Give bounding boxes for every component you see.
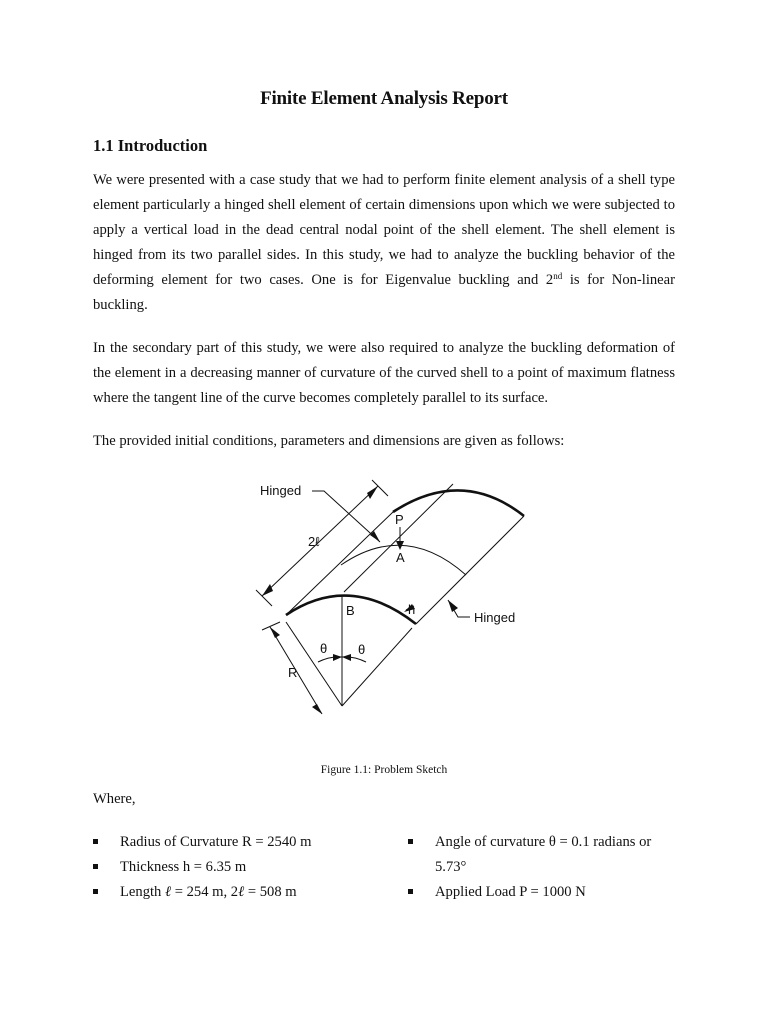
list-item [93, 830, 311, 855]
parameters-list-left [93, 830, 311, 905]
param-thickness: Thickness h = 6.35 m [120, 859, 247, 875]
dim-r-arrow-b [312, 704, 322, 714]
param-angle: Angle of curvature θ = 0.1 radians or 5.73° [435, 834, 652, 875]
back-arch [393, 490, 524, 516]
list-item [408, 830, 678, 880]
para1-superscript: nd [553, 271, 563, 281]
para1-text-b: is for Non-linear buckling. [93, 272, 675, 313]
list-item [408, 880, 678, 905]
list-item [93, 855, 311, 880]
ell-symbol: ℓ [165, 884, 172, 900]
bullet-marker [93, 839, 98, 844]
center-line [344, 484, 453, 592]
dim-2l-arrow-b [367, 486, 378, 499]
label-h: h [408, 602, 416, 617]
bullet-marker [93, 889, 98, 894]
label-theta-right: θ [358, 642, 366, 657]
label-theta-left: θ [320, 641, 328, 656]
param-length-mid: = 254 m, 2 [171, 884, 239, 900]
figure-caption: Figure 1.1: Problem Sketch [320, 764, 448, 776]
intro-paragraph-1 [93, 168, 675, 318]
bullet-marker [408, 889, 413, 894]
dim-2l-tick-b [372, 480, 388, 496]
label-hinged-top: Hinged [260, 483, 302, 498]
radius-left [286, 622, 342, 706]
param-length-pre: Length [120, 884, 165, 900]
section-heading: 1.1 Introduction [93, 136, 208, 155]
ell-symbol: ℓ [238, 884, 245, 900]
label-hinged-right: Hinged [474, 610, 516, 625]
parameters-list-right [408, 830, 678, 905]
dim-2l-line [262, 486, 378, 596]
dim-2l-arrow-a [262, 584, 273, 596]
para1-text-a: We were presented with a case study that we had to perform finite element analysis of a shell type element particularly a hinged shell element of certain dimensions upon which we were subjected to apply a vertical load in the dead central nodal point of the shell element. The shell element is hinged from its two parallel sides. In this study, we had to analyze the buckling behavior of the deforming element for two cases. One is for Eigenvalue buckling and 2 [93, 172, 675, 288]
dim-r-arrow-a [270, 627, 280, 638]
problem-sketch-figure [240, 472, 540, 732]
label-2l: 2ℓ [308, 534, 320, 549]
theta-arrow-right [342, 654, 351, 661]
hinged-right-arrow [448, 600, 458, 612]
radius-right [342, 628, 412, 706]
intro-paragraph-3: The provided initial conditions, parameters and dimensions are given as follows: [93, 433, 565, 449]
intro-paragraph-2: In the secondary part of this study, we were also required to analyze the buckling deformation of the element in a decreasing manner of curvature of the curved shell to a point of maximum flatness where the tangent line of the curve becomes completely parallel to its surface. [93, 340, 675, 406]
label-a: A [396, 550, 405, 565]
param-length-post: = 508 m [244, 884, 297, 900]
where-label: Where, [93, 791, 136, 807]
param-load: Applied Load P = 1000 N [435, 884, 586, 900]
bullet-marker [408, 839, 413, 844]
right-edge [416, 516, 524, 624]
list-item [93, 880, 311, 905]
theta-arrow-left [333, 654, 342, 661]
param-length [120, 884, 297, 900]
param-radius: Radius of Curvature R = 2540 m [120, 834, 312, 850]
page-title: Finite Element Analysis Report [260, 88, 508, 109]
label-r: R [288, 665, 298, 680]
label-p: P [395, 512, 404, 527]
problem-sketch-svg [240, 472, 540, 732]
bullet-marker [93, 864, 98, 869]
left-edge [286, 512, 393, 615]
label-b: B [346, 603, 355, 618]
